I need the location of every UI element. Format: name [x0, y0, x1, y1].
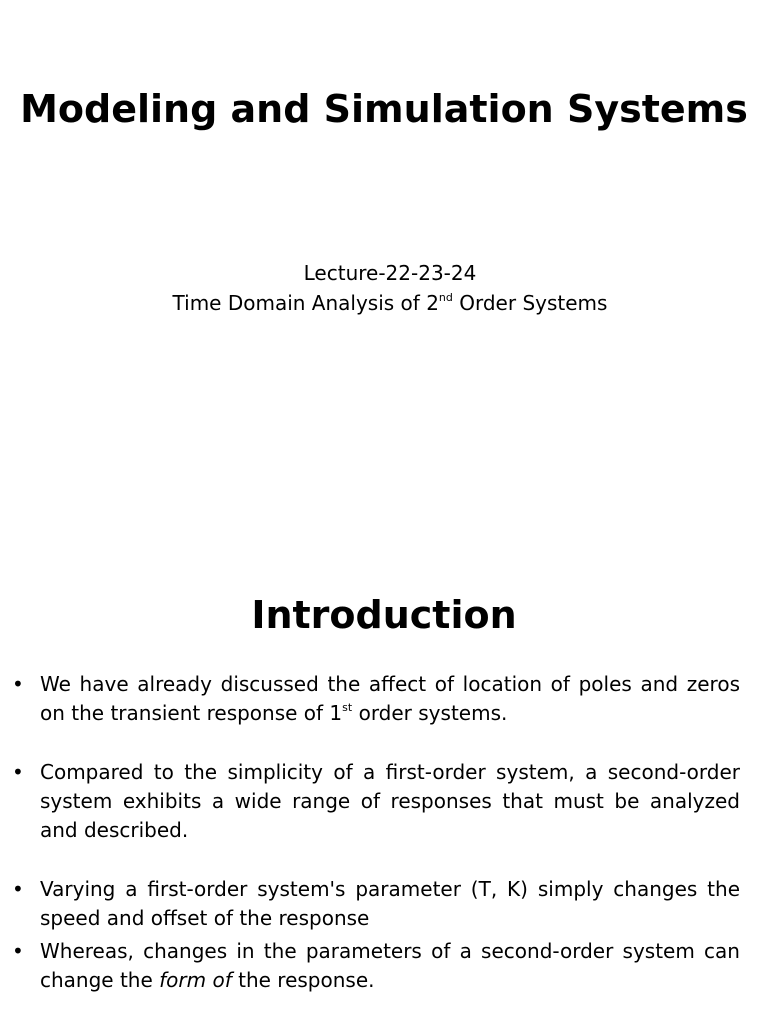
bullet-icon: • [12, 939, 24, 963]
bullet-text: We have already discussed the affect of location of poles and zeros on the transient response of 1 [40, 672, 740, 725]
slide-title: Modeling and Simulation Systems [20, 87, 748, 131]
lecture-number: Lecture-22-23-24 [303, 261, 477, 285]
bullet-text-end: the response. [231, 968, 375, 992]
bullet-item [0, 758, 768, 845]
bullet-icon: • [12, 760, 24, 784]
bullet-icon: • [12, 672, 24, 696]
introduction-heading: Introduction [251, 593, 517, 637]
bullet-emphasis: form of [159, 968, 232, 992]
bullet-list [0, 670, 768, 995]
bullet-item [0, 670, 768, 728]
topic-superscript: nd [438, 291, 453, 304]
slide-subtitle [0, 258, 768, 318]
bullet-text: Varying a first-order system's parameter (T, K) simply changes the speed and offset of the response [40, 877, 740, 930]
bullet-text: Whereas, changes in the parameters of a second-order system can change the [40, 939, 740, 992]
bullet-text: Compared to the simplicity of a first-order system, a second-order system exhibits a wide range of responses that must be analyzed and described. [40, 760, 740, 842]
topic-text: Time Domain Analysis of 2 [172, 291, 439, 315]
bullet-item [0, 937, 768, 995]
bullet-superscript: st [342, 701, 353, 714]
introduction-slide [0, 560, 768, 1024]
lecture-topic [0, 288, 768, 318]
bullet-item [0, 875, 768, 933]
topic-text-end: Order Systems [452, 291, 608, 315]
bullet-text-end: order systems. [352, 701, 508, 725]
bullet-icon: • [12, 877, 24, 901]
